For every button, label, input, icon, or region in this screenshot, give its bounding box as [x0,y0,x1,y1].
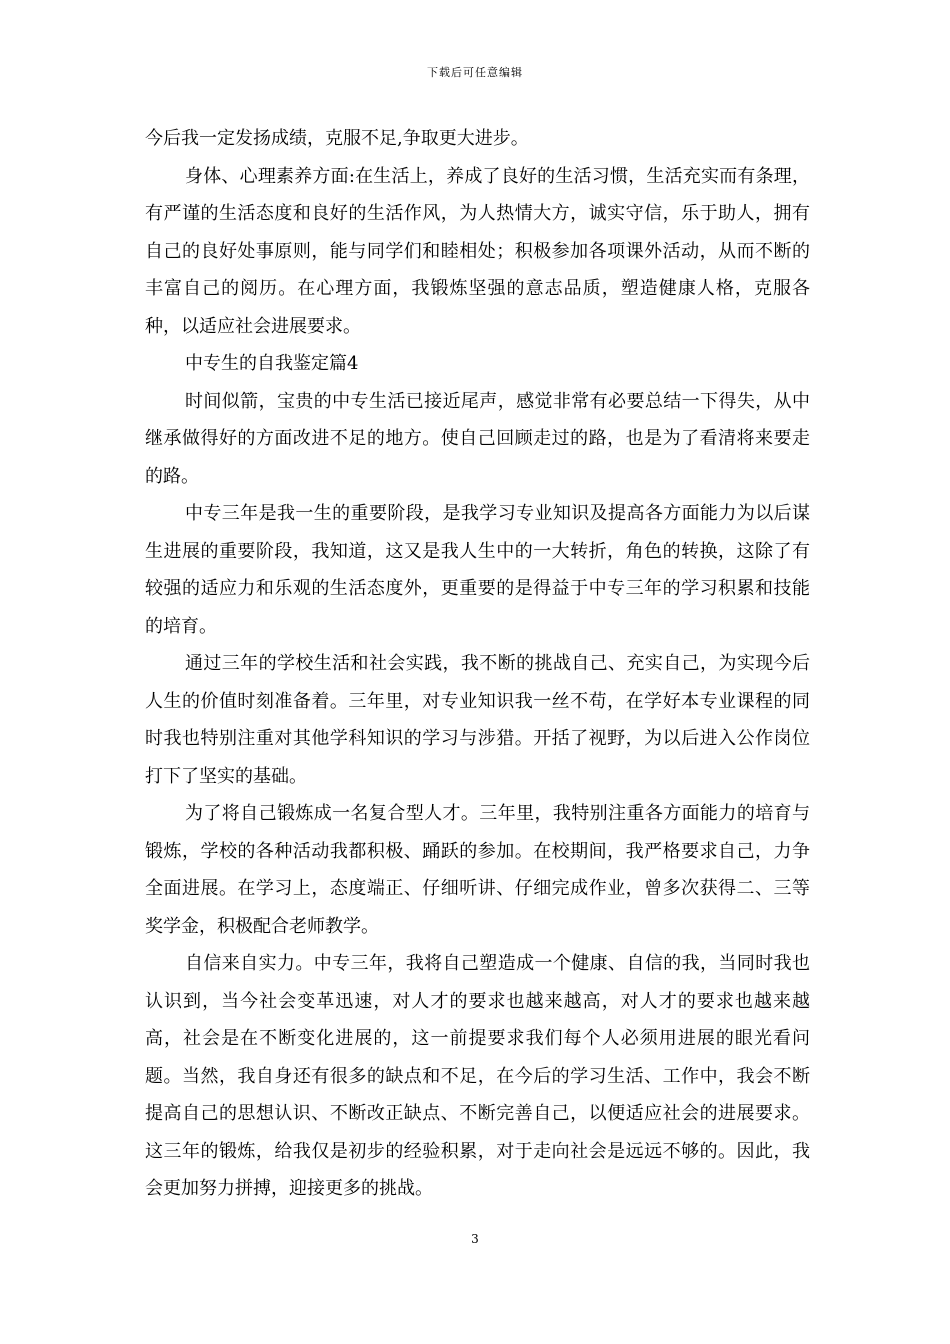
paragraph-all-round: 为了将自己锻炼成一名复合型人才。三年里，我特别注重各方面能力的培育与锻炼，学校的各种活动我都积极、踊跃的参加。在校期间，我严格要求自己，力争全面进展。在学习上，态度端正、仔细听讲、仔细完成作业，曾多次获得二、三等奖学金，积极配合老师教学。 [145,803,810,937]
paragraph-confidence: 自信来自实力。中专三年，我将自己塑造成一个健康、自信的我，当同时我也认识到，当今社会变革迅速，对人才的要求也越来越高，对人才的要求也越来越高，社会是在不断变化进展的，这一前提要求我们每个人必须用进展的眼光看问题。当然，我自身还有很多的缺点和不足，在今后的学习生活、工作中，我会不断提高自己的思想认识、不断改正缺点、不断完善自己，以便适应社会的进展要求。这三年的锻炼，给我仅是初步的经验积累，对于走向社会是远远不够的。因此，我会更加努力拼搏，迎接更多的挑战。 [145,953,810,1199]
paragraph-three-years: 中专三年是我一生的重要阶段，是我学习专业知识及提高各方面能力为以后谋生进展的重要阶段，我知道，这又是我人生中的一大转折，角色的转换，这除了有较强的适应力和乐观的生活态度外，更重要的是得益于中专三年的学习积累和技能的培育。 [145,503,810,637]
document-body [145,120,810,1208]
paragraph-school-life: 通过三年的学校生活和社会实践，我不断的挑战自己、充实自己，为实现今后人生的价值时刻准备着。三年里，对专业知识我一丝不苟，在学好本专业课程的同时我也特别注重对其他学科知识的学习与涉猎。开括了视野，为以后进入公作岗位打下了坚实的基础。 [145,653,810,787]
section-heading: 中专生的自我鉴定篇4 [185,353,359,374]
paragraph-continuation: 今后我一定发扬成绩，克服不足,争取更大进步。 [145,128,529,149]
page-number: 3 [471,1232,479,1246]
paragraph-physical-mental: 身体、心理素养方面:在生活上，养成了良好的生活习惯，生活充实而有条理，有严谨的生活态度和良好的生活作风，为人热情大方，诚实守信，乐于助人，拥有自己的良好处事原则，能与同学们和睦相处；积极参加各项课外活动，从而不断的丰富自己的阅历。在心理方面，我锻炼坚强的意志品质，塑造健康人格，克服各种，以适应社会进展要求。 [145,165,810,337]
page-header: 下载后可任意编辑 [427,66,523,79]
paragraph-intro: 时间似箭，宝贵的中专生活已接近尾声，感觉非常有必要总结一下得失，从中继承做得好的方面改进不足的地方。使自己回顾走过的路，也是为了看清将来要走的路。 [145,390,810,487]
